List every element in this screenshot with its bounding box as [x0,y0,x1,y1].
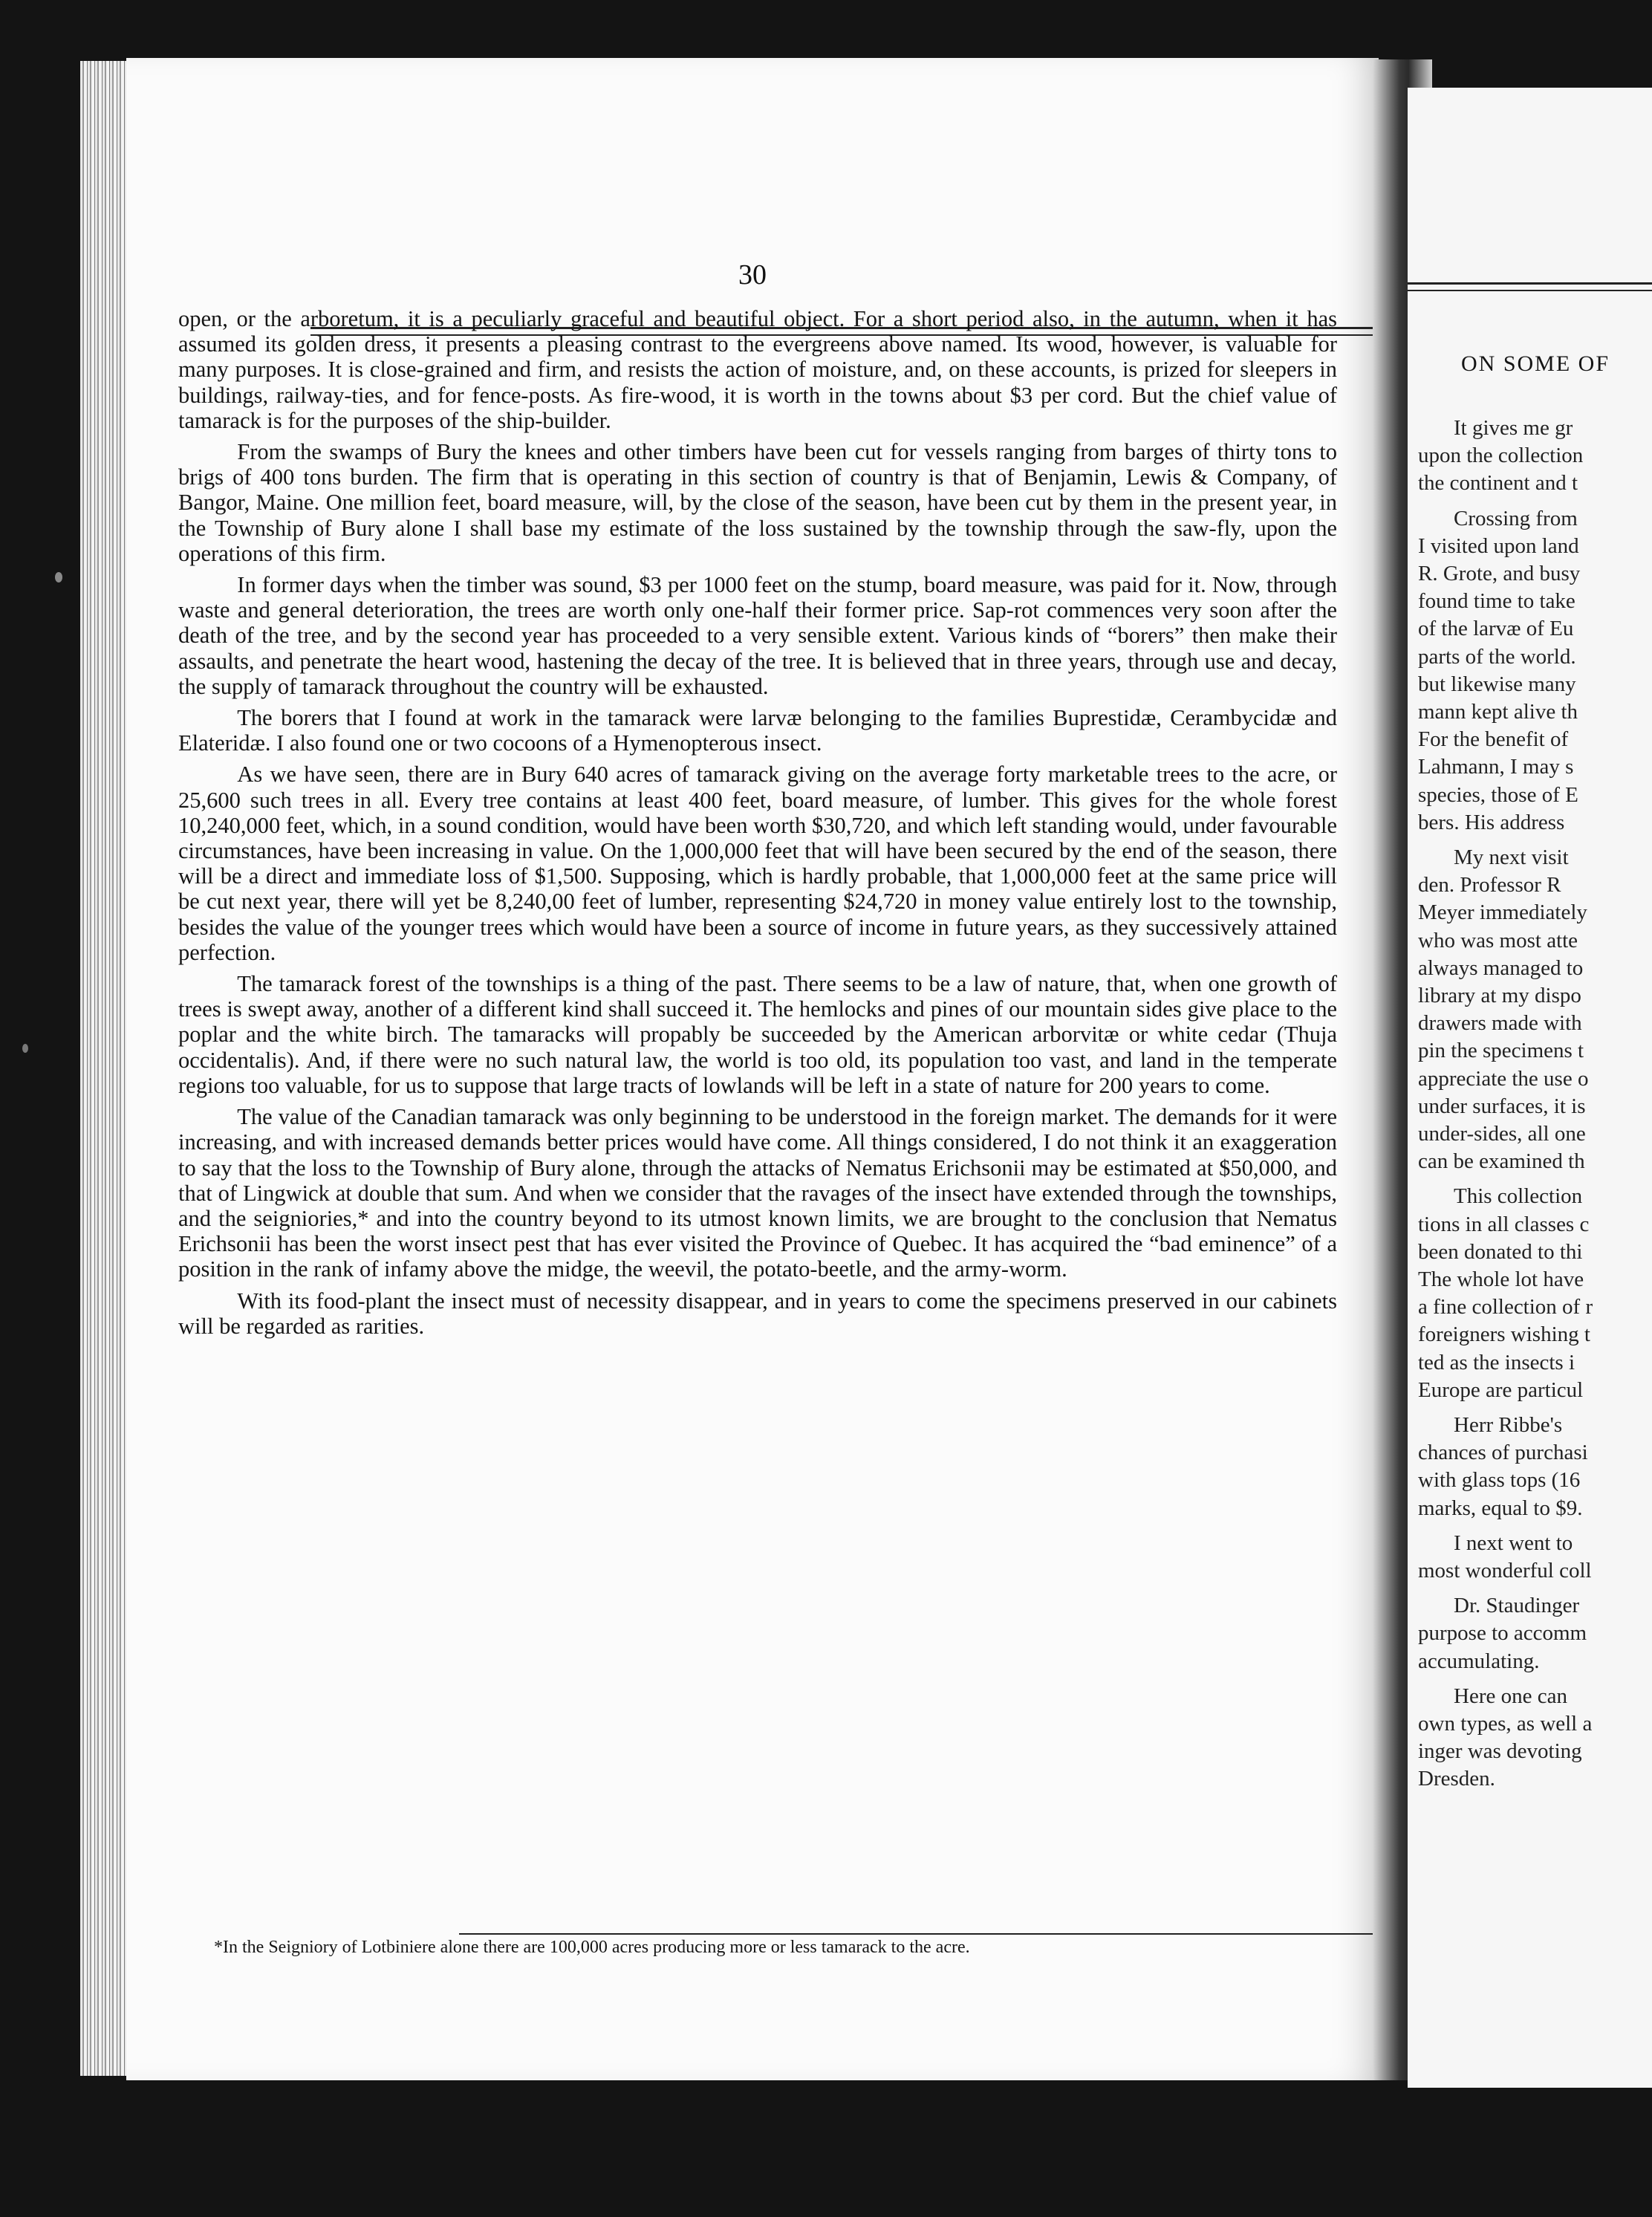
right-page-line: purpose to accomm [1418,1621,1587,1646]
right-page-line: ted as the insects i [1418,1350,1575,1374]
right-page-line: Here one can [1454,1684,1567,1708]
right-page-line: foreigners wishing t [1418,1322,1590,1347]
right-page-line: drawers made with [1418,1011,1582,1036]
right-page-line: It gives me gr [1454,416,1573,440]
right-page-line: chances of purchasi [1418,1441,1588,1465]
right-page-line: inger was devoting [1418,1739,1582,1764]
right-page-line: Lahmann, I may s [1418,755,1574,779]
right-page-line: R. Grote, and busy [1418,562,1581,585]
right-page-line: the continent and t [1418,471,1578,496]
right-page-line: upon the collection [1418,444,1584,468]
right-page-line: found time to take [1418,589,1575,614]
right-page-line: Dr. Staudinger [1454,1594,1580,1618]
right-page-line: parts of the world. [1418,644,1576,669]
right-page-line: under surfaces, it is [1418,1094,1586,1118]
paragraph: As we have seen, there are in Bury 640 acres of tamarack giving on the average forty marketable trees to the acre, or 25,600 such trees in all. Every tree contains at least 400 feet, board measure, of lumber. This gives for the whole forest 10,240,000 feet, which, in a sound condition, would have been worth $30,720, and which left standing would, under favourable circumstances, have been increasing in value. On the 1,000,000 feet that will have been secured by the end of the season, there will be a direct and immediate loss of $1,500. Supposing, which is hardly probable, that 1,000,000 feet at the same price will be cut next year, there will yet be 8,240,00 feet of lumber, representing $24,720 in money value entirely lost to the township, besides the value of the younger trees which would have been a source of income in future years, as they successively attained perfection. [178,762,1337,965]
paragraph: With its food-plant the insect must of necessity disappear, and in years to come the specimens preserved in our cabinets will be regarded as rarities. [178,1288,1337,1339]
left-page [126,58,1379,2080]
footnote: *In the Seigniory of Lotbiniere alone there are 100,000 acres producing more or less tamarack to the acre. [214,1938,970,1957]
footnote-rule [459,1933,1417,1935]
right-page-line: been donated to thi [1418,1239,1583,1264]
right-page-line: with glass tops (16 [1418,1468,1581,1493]
scan-speck [22,1044,28,1053]
right-page-line: The whole lot have [1418,1267,1584,1291]
right-page-line: den. Professor R [1418,873,1561,897]
right-page-line: always managed to [1418,955,1584,980]
right-page-line: species, those of E [1418,782,1578,807]
right-page-line: For the benefit of [1418,727,1569,752]
right-page-line: accumulating. [1418,1649,1540,1673]
right-page-line: Europe are particul [1418,1377,1584,1402]
right-page-line: under-sides, all one [1418,1122,1586,1146]
right-page-line: but likewise many [1418,672,1576,696]
paragraph: The borers that I found at work in the tamarack were larvæ belonging to the families Buprestidæ, Cerambycidæ and Elateridæ. I also found one or two cocoons of a Hymenopterous insect. [178,705,1337,756]
paragraph: From the swamps of Bury the knees and other timbers have been cut for vessels ranging from barges of thirty tons to brigs of 400 tons burden. The firm that is operating in this section of country is that of Benjamin, Lewis & Company, of Bangor, Maine. One million feet, board measure, will, by the close of the season, have been cut by them in the present year, in the Township of Bury alone I shall base my estimate of the loss sustained by the township through the saw-fly, upon the operations of this firm. [178,439,1337,566]
right-page-line: I next went to [1454,1531,1573,1555]
right-page-line: My next visit [1454,845,1569,869]
body-text [178,306,1337,1345]
right-page [1408,88,1652,2088]
right-page-line: own types, as well a [1418,1712,1593,1736]
paragraph: In former days when the timber was sound, $3 per 1000 feet on the stump, board measure, was paid for it. Now, through waste and general deterioration, the trees are worth only one-half their former price. Sap-rot commences very soon after the death of the tree, and by the second year has proceeded to a very sensible extent. Various kinds of “borers” then make their assaults, and penetrate the heart wood, hastening the decay of the tree. It is believed that in three years, through use and decay, the supply of tamarack throughout the country will be exhausted. [178,572,1337,699]
paragraph: The tamarack forest of the townships is a thing of the past. There seems to be a law of nature, that, when one growth of trees is swept away, another of a different kind shall succeed it. The hemlocks and pines of our mountain sides give place to the poplar and the white birch. The tamaracks will propably be succeeded by the American arborvitæ or white cedar (Thuja occidentalis). And, if there were no such natural law, the world is too old, its population too vast, and land in the temperate regions too valuable, for us to suppose that large tracts of lowlands will be left in a state of nature for 200 years to come. [178,971,1337,1098]
right-page-line: mann kept alive th [1418,700,1578,724]
paragraph: The value of the Canadian tamarack was only beginning to be understood in the foreign market. The demands for it were increasing, and with increased demands better prices would have come. All things considered, I do not think it an exaggeration to say that the loss to the Township of Bury alone, through the attacks of Nematus Erichsonii may be estimated at $50,000, and that of Lingwick at double that sum. And when we consider that the ravages of the insect have extended through the townships, and the seigniories,* and into the country beyond to its utmost known limits, we are brought to the conclusion that Nematus Erichsonii has been the worst insect pest that has ever visited the Province of Quebec. It has acquired the “bad eminence” of a position in the rank of infamy above the midge, the weevil, the potato-beetle, and the army-worm. [178,1104,1337,1282]
right-page-line: library at my dispo [1418,984,1581,1007]
paragraph: open, or the arboretum, it is a peculiarly graceful and beautiful object. For a short period also, in the autumn, when it has assumed its golden dress, it presents a pleasing contrast to the evergreens above named. Its wood, however, is valuable for many purposes. It is close-grained and firm, and resists the action of moisture, and, on these accounts, is prized for sleepers in buildings, railway-ties, and for fence-posts. As fire-wood, it is worth in the towns about $3 per cord. But the chief value of tamarack is for the purposes of the ship-builder. [178,306,1337,433]
right-header-rule [1408,282,1652,285]
right-page-line: can be examined th [1418,1149,1585,1174]
right-page-line: of the larvæ of Eu [1418,617,1574,641]
right-page-line: marks, equal to $9. [1418,1496,1583,1520]
right-page-heading: ON SOME OF [1461,351,1610,376]
right-page-line: Meyer immediately [1418,900,1587,925]
right-page-line: bers. His address [1418,810,1565,834]
right-page-line: pin the specimens t [1418,1039,1584,1063]
right-header-rule-2 [1408,290,1652,291]
right-page-line: a fine collection of r [1418,1295,1593,1320]
right-page-line: I visited upon land [1418,533,1579,558]
scan-speck [55,572,62,582]
right-page-line: This collection [1454,1184,1583,1209]
right-page-line: tions in all classes c [1418,1212,1590,1236]
page-number: 30 [738,259,767,290]
right-page-line: Crossing from [1454,506,1578,530]
right-page-line: Herr Ribbe's [1454,1413,1563,1437]
right-page-line: appreciate the use o [1418,1066,1589,1091]
right-page-line: who was most atte [1418,928,1578,952]
right-page-line: most wonderful coll [1418,1559,1592,1583]
right-page-line: Dresden. [1418,1767,1495,1791]
